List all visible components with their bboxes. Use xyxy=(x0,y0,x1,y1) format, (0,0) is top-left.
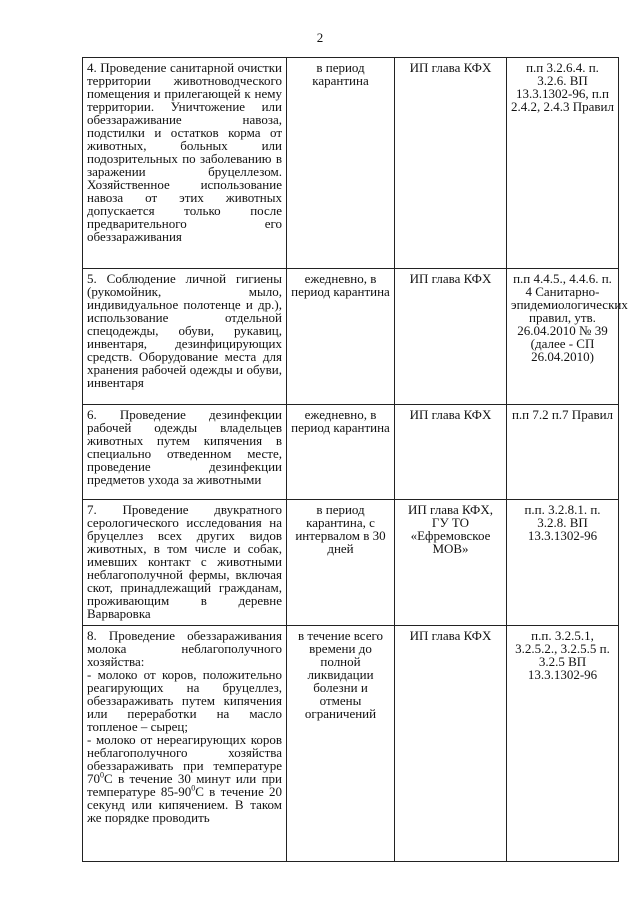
table-row xyxy=(83,500,619,626)
measure-cell: 6. Проведение дезинфекции рабочей одежды владельцев животных путем кипячения в специально отведенном месте, проведение дезинфекции предметов ухода за животными xyxy=(83,405,287,500)
basis-cell: п.п. 3.2.5.1, 3.2.5.2., 3.2.5.5 п. 3.2.5 ВП 13.3.1302-96 xyxy=(507,626,619,862)
measure-text: С в течение 30 минут или при температуре 85-90 xyxy=(87,771,282,799)
measure-text: С в течение 20 секунд или кипячением. В таком же порядке проводить xyxy=(87,784,282,825)
basis-cell: п.п. 3.2.8.1. п. 3.2.8. ВП 13.3.1302-96 xyxy=(507,500,619,626)
measure-cell xyxy=(83,626,287,862)
table-row xyxy=(83,269,619,405)
degree-mark: 0 xyxy=(100,770,104,780)
measure-text: - молоко от нереагирующих коров неблагополучного хозяйства обеззараживать при температуре 70 xyxy=(87,732,282,786)
measures-table xyxy=(82,57,628,862)
measure-cell: 5. Соблюдение личной гигиены (рукомойник, мыло, индивидуальное полотенце и др.), использование отдельной спецодежды, обуви, рукавиц, инвентаря, дезинфицирующих средств. Оборудование места для хранения рабочей одежды и обуви, инвентаря xyxy=(83,269,287,405)
table-row xyxy=(83,626,619,862)
measure-cell: 7. Проведение двукратного серологического исследования на бруцеллез всех других видов животных, в том числе и собак, имевших контакт с животными неблагополучной фермы, включая скот, принадлежащий гражданам, проживающим в деревне Варваровка xyxy=(83,500,287,626)
responsible-cell: ИП глава КФХ xyxy=(395,405,507,500)
table-row xyxy=(83,405,619,500)
period-cell: ежедневно, в период карантина xyxy=(287,269,395,405)
table-row xyxy=(83,58,619,269)
basis-cell: п.п 3.2.6.4. п. 3.2.6. ВП 13.3.1302-96, п.п 2.4.2, 2.4.3 Правил xyxy=(507,58,619,269)
period-cell: в течение всего времени до полной ликвидации болезни и отмены ограничений xyxy=(287,626,395,862)
period-cell: в период карантина, с интервалом в 30 дней xyxy=(287,500,395,626)
period-cell: ежедневно, в период карантина xyxy=(287,405,395,500)
measure-intro: 8. Проведение обеззараживания молока неблагополучного хозяйства: xyxy=(87,628,282,669)
period-cell: в период карантина xyxy=(287,58,395,269)
responsible-cell: ИП глава КФХ xyxy=(395,626,507,862)
measure-item xyxy=(87,733,282,824)
basis-cell: п.п 4.4.5., 4.4.6. п. 4 Санитарно-эпидемиологических правил, утв. 26.04.2010 № 39 (далее - СП 26.04.2010) xyxy=(507,269,619,405)
page-number: 2 xyxy=(316,30,324,45)
responsible-cell: ИП глава КФХ xyxy=(395,58,507,269)
basis-cell: п.п 7.2 п.7 Правил xyxy=(507,405,619,500)
measure-cell: 4. Проведение санитарной очистки территории животноводческого помещения и прилегающей к нему территории. Уничтожение или обеззараживание навоза, подстилки и остатков корма от животных, больных или подозрительных по заболеванию в заражении бруцеллезом. Хозяйственное использование навоза от этих животных допускается только после предварительного его обеззараживания xyxy=(83,58,287,269)
degree-mark: 0 xyxy=(191,783,196,793)
responsible-cell: ИП глава КФХ, ГУ ТО «Ефремовское МОВ» xyxy=(395,500,507,626)
responsible-cell: ИП глава КФХ xyxy=(395,269,507,405)
measure-item: - молоко от коров, положительно реагирующих на бруцеллез, обеззараживать путем кипячения или переработки на масло топленое – сырец; xyxy=(87,667,282,734)
